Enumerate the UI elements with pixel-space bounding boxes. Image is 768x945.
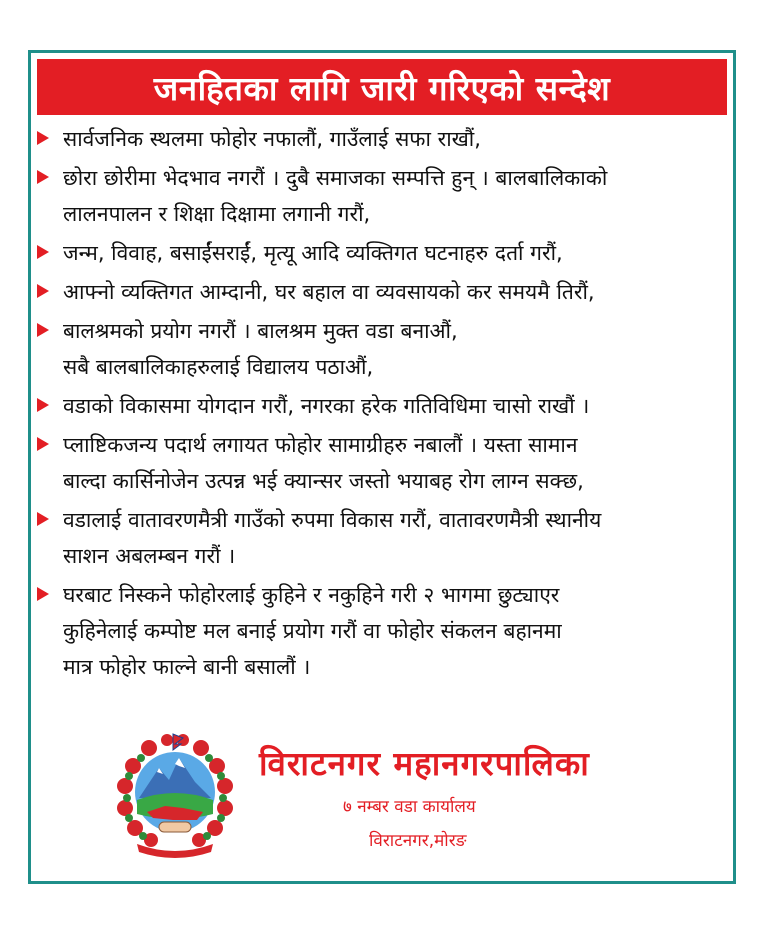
message-line: जन्म, विवाह, बसाईंसराईं, मृत्यू आदि व्यक्तिगत घटनाहरु दर्ता गरौं,	[63, 241, 563, 265]
triangle-bullet-icon	[37, 131, 49, 145]
notice-title: जनहितका लागि जारी गरिएको सन्देश	[37, 59, 727, 115]
triangle-bullet-icon	[37, 284, 49, 298]
message-line: कुहिनेलाई कम्पोष्ट मल बनाई प्रयोग गरौं वा फोहोर संकलन बहानमा	[63, 619, 562, 643]
office-location: विराटनगर,मोरङ	[369, 831, 467, 851]
notice-frame	[28, 50, 736, 884]
message-line: छोरा छोरीमा भेदभाव नगरौं । दुबै समाजका सम्पत्ति हुन् । बालबालिकाको	[63, 166, 608, 190]
triangle-bullet-icon	[37, 512, 49, 526]
message-item	[37, 274, 723, 310]
message-item	[37, 577, 723, 685]
message-line: बाल्दा कार्सिनोजेन उत्पन्न भई क्यान्सर जस्तो भयाबह रोग लाग्न सक्छ,	[63, 469, 584, 493]
message-item	[37, 313, 723, 385]
message-line: सार्वजनिक स्थलमा फोहोर नफालौं, गाउँलाई सफा राखौं,	[63, 127, 481, 151]
message-line: सबै बालबालिकाहरुलाई विद्यालय पठाऔं,	[63, 355, 374, 379]
triangle-bullet-icon	[37, 245, 49, 259]
message-line: साशन अबलम्बन गरौं ।	[63, 544, 236, 568]
triangle-bullet-icon	[37, 587, 49, 601]
message-line: घरबाट निस्कने फोहोरलाई कुहिने र नकुहिने गरी २ भागमा छुट्याएर	[63, 583, 560, 607]
triangle-bullet-icon	[37, 398, 49, 412]
message-item	[37, 160, 723, 232]
message-line: मात्र फोहोर फाल्ने बानी बसालौं ।	[63, 655, 311, 679]
org-name: विराटनगर महानगरपालिका	[259, 744, 590, 783]
message-line: आफ्नो व्यक्तिगत आम्दानी, घर बहाल वा व्यवसायको कर समयमै तिरौं,	[63, 280, 595, 304]
message-line: वडाको विकासमा योगदान गरौं, नगरका हरेक गतिविधिमा चासो राखौं ।	[63, 394, 590, 418]
triangle-bullet-icon	[37, 323, 49, 337]
message-line: प्लाष्टिकजन्य पदार्थ लगायत फोहोर सामाग्रीहरु नबालौं । यस्ता सामान	[63, 433, 578, 457]
message-item	[37, 502, 723, 574]
triangle-bullet-icon	[37, 170, 49, 184]
nepal-emblem-icon	[113, 728, 237, 858]
message-item	[37, 121, 723, 157]
message-line: लालनपालन र शिक्षा दिक्षामा लगानी गरौं,	[63, 202, 371, 226]
message-item	[37, 427, 723, 499]
message-line: वडालाई वातावरणमैत्री गाउँको रुपमा विकास गरौं, वातावरणमैत्री स्थानीय	[63, 508, 602, 532]
triangle-bullet-icon	[37, 437, 49, 451]
message-item	[37, 235, 723, 271]
message-item	[37, 388, 723, 424]
footer	[31, 718, 733, 868]
message-line: बालश्रमको प्रयोग नगरौं । बालश्रम मुक्त वडा बनाऔं,	[63, 319, 458, 343]
message-list	[37, 121, 723, 688]
office-name: ७ नम्बर वडा कार्यालय	[343, 797, 476, 817]
